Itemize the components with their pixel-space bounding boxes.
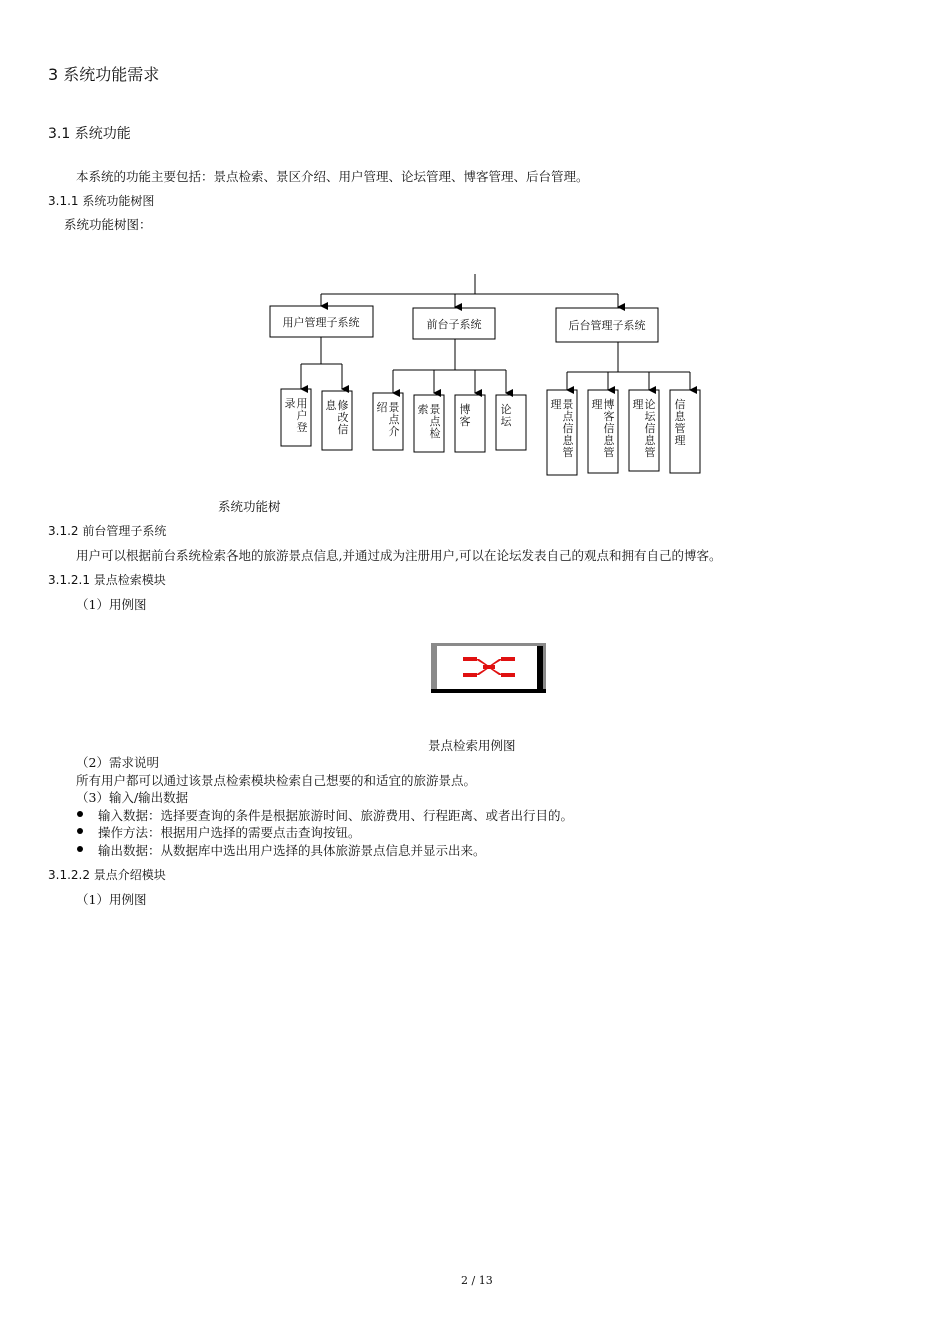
tree-leaf-char: 信 — [603, 422, 615, 435]
tree-leaf-char: 信 — [674, 398, 686, 411]
tree-group-label: 前台子系统 — [426, 318, 482, 331]
tree-leaf-char: 录 — [284, 397, 296, 410]
subsection-title-3122: 3.1.2.2 景点介绍模块 — [48, 868, 166, 882]
io-title: （3）输入/输出数据 — [76, 790, 189, 805]
tree-leaf-char: 信 — [337, 423, 349, 436]
tree-leaf-char: 介 — [388, 425, 400, 438]
tree-leaf-char: 管 — [644, 446, 656, 459]
broken-image-icon — [431, 643, 546, 693]
tree-leaf-char: 息 — [562, 434, 574, 447]
tree-leaf-char: 坛 — [500, 415, 512, 428]
page-number: 2 / 13 — [461, 1274, 493, 1287]
tree-leaf-char: 管 — [674, 422, 686, 435]
tree-leaf-char: 息 — [325, 399, 337, 412]
tree-leaf-char: 管 — [603, 446, 615, 459]
tree-leaf-char: 信 — [644, 422, 656, 435]
tree-leaf-char: 息 — [603, 434, 615, 447]
function-tree-diagram — [0, 0, 950, 500]
bullet-item: 输出数据：从数据库中选出用户选择的具体旅游景点信息并显示出来。 — [98, 843, 486, 858]
chapter-title: 3 系统功能需求 — [48, 65, 160, 84]
tree-leaf-char: 博 — [459, 403, 471, 416]
usecase-label-2: （1）用例图 — [76, 892, 147, 907]
usecase-label: （1）用例图 — [76, 597, 147, 612]
tree-leaf-char: 理 — [591, 398, 603, 411]
tree-leaf-char: 坛 — [644, 410, 656, 423]
bullet-item: 操作方法：根据用户选择的需要点击查询按钮。 — [98, 825, 361, 840]
tree-leaf-char: 点 — [429, 415, 441, 428]
tree-leaf-char: 理 — [674, 434, 686, 447]
tree-leaf-char: 息 — [674, 410, 686, 423]
bullet-icon — [77, 811, 83, 817]
intro-paragraph: 本系统的功能主要包括：景点检索、景区介绍、用户管理、论坛管理、博客管理、后台管理。 — [76, 169, 589, 184]
tree-caption: 系统功能树 — [218, 499, 281, 514]
tree-leaf-char: 索 — [417, 403, 429, 416]
tree-leaf-char: 景 — [562, 398, 574, 411]
tree-leaf-char: 管 — [562, 446, 574, 459]
tree-leaf-char: 点 — [388, 413, 400, 426]
requirement-text: 所有用户都可以通过该景点检索模块检索自己想要的和适宜的旅游景点。 — [76, 773, 477, 788]
tree-leaf-char: 客 — [459, 415, 471, 428]
tree-leaf-char: 绍 — [376, 401, 388, 414]
subsection-title-311: 3.1.1 系统功能树图 — [48, 194, 155, 208]
tree-leaf-char: 修 — [337, 399, 349, 412]
tree-leaf-char: 景 — [388, 401, 400, 414]
tree-leaf-char: 户 — [296, 409, 308, 422]
tree-leaf-char: 用 — [296, 397, 308, 410]
subsection-title-312: 3.1.2 前台管理子系统 — [48, 524, 167, 538]
section-title: 3.1 系统功能 — [48, 126, 131, 142]
subsection-title-3121: 3.1.2.1 景点检索模块 — [48, 573, 166, 587]
tree-leaf-char: 理 — [550, 398, 562, 411]
tree-leaf-char: 检 — [429, 427, 441, 440]
tree-group-label: 用户管理子系统 — [282, 316, 360, 329]
bullet-item: 输入数据：选择要查询的条件是根据旅游时间、旅游费用、行程距离、或者出行目的。 — [98, 808, 574, 823]
tree-lead-text: 系统功能树图： — [64, 217, 152, 232]
bullet-icon — [77, 846, 83, 852]
tree-leaf-char: 息 — [644, 434, 656, 447]
tree-leaf-char: 信 — [562, 422, 574, 435]
tree-leaf-char: 理 — [632, 398, 644, 411]
tree-leaf-char: 博 — [603, 398, 615, 411]
tree-group-label: 后台管理子系统 — [568, 319, 646, 332]
tree-leaf-char: 客 — [603, 410, 615, 423]
tree-leaf-char: 论 — [644, 398, 656, 411]
bullet-icon — [77, 828, 83, 834]
usecase-caption: 景点检索用例图 — [428, 738, 516, 753]
tree-leaf-char: 点 — [562, 410, 574, 423]
requirement-title: （2）需求说明 — [76, 755, 159, 770]
tree-leaf-char: 景 — [429, 403, 441, 416]
tree-leaf-char: 改 — [337, 411, 349, 424]
tree-leaf-char: 论 — [500, 403, 512, 416]
tree-leaf-char: 登 — [296, 421, 308, 434]
front-desc-paragraph: 用户可以根据前台系统检索各地的旅游景点信息,并通过成为注册用户,可以在论坛发表自己的观点和拥有自己的博客。 — [76, 548, 722, 563]
